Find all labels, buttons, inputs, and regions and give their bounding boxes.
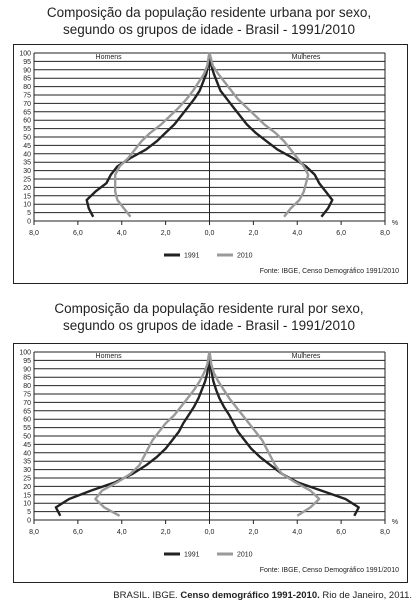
chart-panel-rural [13,343,408,583]
legend-label-1991: 1991 [184,551,200,559]
y-tick-label: 60 [23,117,31,125]
y-tick-label: 40 [23,450,31,458]
x-tick-label: 0,0 [204,230,215,237]
x-tick-label: 4,0 [116,230,127,237]
group-label-men: Homens [95,53,122,61]
series-line-women-1991 [210,352,359,516]
y-tick-label: 90 [23,366,31,374]
y-tick-label: 80 [23,84,31,92]
y-tick-label: 10 [23,500,31,508]
y-tick-label: 60 [23,416,31,424]
chart-title-rural [0,300,418,334]
y-tick-label: 70 [23,399,31,407]
y-tick-label: 55 [23,126,31,134]
legend-label-2010: 2010 [237,252,253,260]
chart-source: Fonte: IBGE, Censo Demográfico 1991/2010 [259,268,399,275]
series-line-women-1991 [210,53,333,217]
y-tick-label: 100 [19,50,31,58]
x-tick-label: 8,0 [29,529,39,536]
y-tick-label: 75 [23,92,31,100]
group-label-women: Mulheres [291,53,321,61]
chart-source: Fonte: IBGE, Censo Demográfico 1991/2010 [259,567,399,574]
chart-panel-urban [13,44,408,284]
chart-title-line: segundo os grupos de idade - Brasil - 1991/2010 [63,318,355,333]
legend-label-2010: 2010 [237,551,253,559]
unit-label: % [391,519,399,526]
series-line-men-1991 [56,352,210,516]
reference-prefix: BRASIL. IBGE. [113,590,181,601]
y-tick-label: 55 [23,425,31,433]
pyramid-chart-urban [14,45,407,283]
y-tick-label: 95 [23,58,31,66]
y-tick-label: 70 [23,100,31,108]
x-tick-label: 8,0 [380,529,390,536]
y-tick-label: 40 [23,151,31,159]
y-tick-label: 50 [23,433,31,441]
unit-label: % [391,220,399,227]
y-tick-label: 35 [23,458,31,466]
y-tick-label: 50 [23,134,31,142]
y-tick-label: 15 [23,492,31,500]
y-tick-label: 5 [27,509,31,517]
x-tick-label: 4,0 [292,529,303,536]
x-tick-label: 6,0 [336,529,346,536]
x-tick-label: 4,0 [292,230,303,237]
x-tick-label: 6,0 [73,529,83,536]
series-line-women-2010 [210,352,320,516]
legend-label-1991: 1991 [184,252,200,260]
y-tick-label: 10 [23,201,31,209]
reference-citation [0,590,412,601]
y-tick-label: 30 [23,467,31,475]
y-tick-label: 20 [23,483,31,491]
y-tick-label: 45 [23,441,31,449]
y-tick-label: 95 [23,357,31,365]
x-tick-label: 6,0 [336,230,346,237]
x-tick-label: 8,0 [380,230,390,237]
y-tick-label: 25 [23,475,31,483]
series-line-men-2010 [95,352,209,516]
chart-title-line: Composição da população residente urbana por sexo, [46,5,372,20]
y-tick-label: 100 [19,349,31,357]
x-tick-label: 2,0 [160,529,171,536]
y-tick-label: 25 [23,176,31,184]
chart-title-urban [0,4,418,38]
y-tick-label: 90 [23,67,31,75]
x-tick-label: 8,0 [29,230,39,237]
y-tick-label: 80 [23,383,31,391]
y-tick-label: 65 [23,109,31,117]
y-tick-label: 45 [23,142,31,150]
x-tick-label: 0,0 [204,529,215,536]
y-tick-label: 85 [23,374,31,382]
y-tick-label: 15 [23,193,31,201]
chart-title-line: Composição da população residente rural por sexo, [54,301,364,316]
y-tick-label: 20 [23,184,31,192]
x-tick-label: 2,0 [248,529,259,536]
x-tick-label: 6,0 [73,230,83,237]
y-tick-label: 85 [23,75,31,83]
y-tick-label: 65 [23,408,31,416]
y-tick-label: 0 [27,517,31,525]
reference-suffix: Rio de Janeiro, 2011. [319,590,412,601]
y-tick-label: 5 [27,210,31,218]
group-label-men: Homens [95,352,122,360]
pyramid-chart-rural [14,344,407,582]
y-tick-label: 35 [23,159,31,167]
chart-title-line: segundo os grupos de idade - Brasil - 1991/2010 [63,22,355,37]
x-tick-label: 4,0 [116,529,127,536]
group-label-women: Mulheres [291,352,321,360]
reference-title: Censo demográfico 1991-2010. [180,590,320,601]
x-tick-label: 2,0 [248,230,259,237]
y-tick-label: 75 [23,391,31,399]
y-tick-label: 0 [27,218,31,226]
y-tick-label: 30 [23,168,31,176]
x-tick-label: 2,0 [160,230,171,237]
